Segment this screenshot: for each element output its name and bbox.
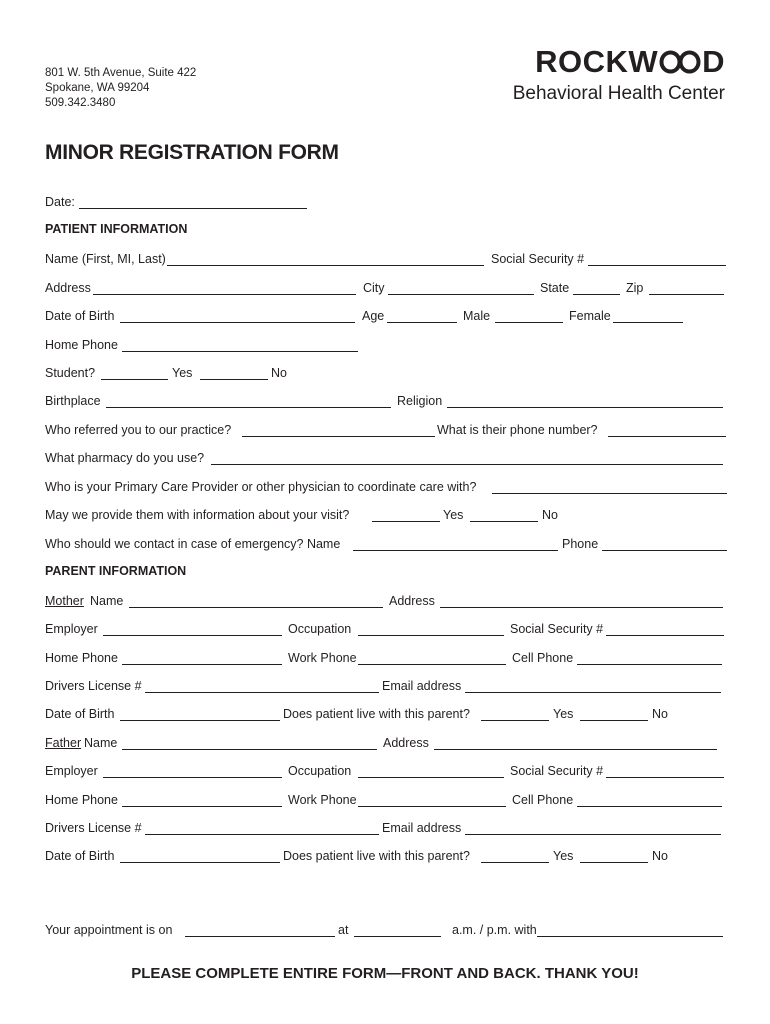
father-label: Father xyxy=(45,736,82,750)
father-occupation-label: Occupation xyxy=(288,764,352,778)
rockwood-logo xyxy=(495,44,725,106)
date-field[interactable] xyxy=(79,208,307,209)
father-work-phone-label: Work Phone xyxy=(288,793,357,807)
father-address-field[interactable] xyxy=(434,749,717,750)
mother-email-label: Email address xyxy=(382,679,462,693)
mother-work-phone-field[interactable] xyxy=(358,664,506,665)
patient-address-label: Address xyxy=(45,281,91,295)
father-name-field[interactable] xyxy=(122,749,377,750)
logo-word-right: D xyxy=(702,44,725,79)
student-row xyxy=(45,364,727,382)
mother-phones-row xyxy=(45,649,727,667)
appointment-label: Your appointment is on xyxy=(45,923,173,937)
mother-home-phone-label: Home Phone xyxy=(45,651,118,665)
patient-zip-field[interactable] xyxy=(649,294,724,295)
pharmacy-field[interactable] xyxy=(211,464,723,465)
mother-email-field[interactable] xyxy=(465,692,721,693)
patient-city-label: City xyxy=(363,281,385,295)
father-email-field[interactable] xyxy=(465,834,721,835)
mother-employer-label: Employer xyxy=(45,622,98,636)
patient-age-field[interactable] xyxy=(387,322,457,323)
provide-info-no-field[interactable] xyxy=(470,521,538,522)
mother-dob-field[interactable] xyxy=(120,720,280,721)
logo-word-left: ROCKW xyxy=(535,44,659,79)
birthplace-label: Birthplace xyxy=(45,394,101,408)
pcp-field[interactable] xyxy=(492,493,727,494)
father-live-yes-field[interactable] xyxy=(481,862,549,863)
student-yes-field[interactable] xyxy=(101,379,168,380)
mother-cell-phone-field[interactable] xyxy=(577,664,722,665)
appointment-time-field[interactable] xyxy=(354,936,441,937)
footer-instruction: PLEASE COMPLETE ENTIRE FORM—FRONT AND BACK. THANK YOU! xyxy=(131,965,639,982)
pharmacy-label: What pharmacy do you use? xyxy=(45,451,205,465)
birthplace-row xyxy=(45,392,727,410)
patient-male-field[interactable] xyxy=(495,322,563,323)
mother-name-row xyxy=(45,592,727,610)
student-no-label: No xyxy=(271,366,287,380)
patient-home-phone-label: Home Phone xyxy=(45,338,118,352)
provide-info-label: May we provide them with information about your visit? xyxy=(45,508,350,522)
religion-field[interactable] xyxy=(447,407,723,408)
patient-ssn-label: Social Security # xyxy=(491,252,585,266)
father-email-label: Email address xyxy=(382,821,462,835)
date-label: Date: xyxy=(45,195,75,209)
mother-address-field[interactable] xyxy=(440,607,723,608)
birthplace-field[interactable] xyxy=(106,407,391,408)
appointment-row xyxy=(45,921,727,939)
father-name-label: Name xyxy=(84,736,118,750)
form-title: MINOR REGISTRATION FORM xyxy=(45,141,339,164)
mother-dob-row xyxy=(45,705,727,723)
patient-name-field[interactable] xyxy=(167,265,484,266)
patient-dob-label: Date of Birth xyxy=(45,309,115,323)
mother-license-row xyxy=(45,677,727,695)
mother-occupation-label: Occupation xyxy=(288,622,352,636)
date-row xyxy=(45,193,727,211)
pcp-row xyxy=(45,478,727,496)
student-yes-label: Yes xyxy=(172,366,193,380)
father-dob-field[interactable] xyxy=(120,862,280,863)
referrer-phone-field[interactable] xyxy=(608,436,726,437)
father-ssn-field[interactable] xyxy=(606,777,724,778)
patient-address-field[interactable] xyxy=(93,294,356,295)
father-phones-row xyxy=(45,791,727,809)
father-home-phone-field[interactable] xyxy=(122,806,282,807)
patient-name-label: Name (First, MI, Last) xyxy=(45,252,166,266)
father-employer-label: Employer xyxy=(45,764,98,778)
father-live-no-label: No xyxy=(652,849,668,863)
clinic-phone: 509.342.3480 xyxy=(45,97,116,109)
mother-name-label: Name xyxy=(90,594,124,608)
appointment-ampm-label: a.m. / p.m. with xyxy=(452,923,537,937)
logo-wordmark xyxy=(535,44,725,80)
provide-info-yes-field[interactable] xyxy=(372,521,440,522)
patient-state-field[interactable] xyxy=(573,294,620,295)
logo-subtitle: Behavioral Health Center xyxy=(512,83,725,104)
patient-male-label: Male xyxy=(463,309,491,323)
referred-label: Who referred you to our practice? xyxy=(45,423,232,437)
mother-live-no-field[interactable] xyxy=(580,720,648,721)
patient-home-phone-field[interactable] xyxy=(122,351,358,352)
religion-label: Religion xyxy=(397,394,443,408)
patient-address-row xyxy=(45,279,727,297)
referrer-phone-label: What is their phone number? xyxy=(437,423,598,437)
father-live-yes-label: Yes xyxy=(553,849,574,863)
mother-employer-row xyxy=(45,620,727,638)
mother-name-field[interactable] xyxy=(129,607,383,608)
patient-home-phone-row xyxy=(45,336,727,354)
provide-info-no-label: No xyxy=(542,508,558,522)
mother-live-yes-label: Yes xyxy=(553,707,574,721)
referral-row xyxy=(45,421,727,439)
address-line-2: Spokane, WA 99204 xyxy=(45,82,150,94)
referred-field[interactable] xyxy=(242,436,435,437)
mother-occupation-field[interactable] xyxy=(358,635,504,636)
parent-info-heading: PARENT INFORMATION xyxy=(45,564,187,578)
emergency-label: Who should we contact in case of emergency? Name xyxy=(45,537,341,551)
provide-info-row xyxy=(45,506,727,524)
patient-state-label: State xyxy=(540,281,570,295)
mother-live-yes-field[interactable] xyxy=(481,720,549,721)
father-employer-field[interactable] xyxy=(103,777,282,778)
appointment-provider-field[interactable] xyxy=(537,936,723,937)
mother-cell-phone-label: Cell Phone xyxy=(512,651,574,665)
patient-female-field[interactable] xyxy=(613,322,683,323)
mother-ssn-field[interactable] xyxy=(606,635,724,636)
emergency-phone-label: Phone xyxy=(562,537,599,551)
emergency-row xyxy=(45,535,727,553)
emergency-phone-field[interactable] xyxy=(602,550,727,551)
mother-home-phone-field[interactable] xyxy=(122,664,282,665)
provide-info-yes-label: Yes xyxy=(443,508,464,522)
patient-age-label: Age xyxy=(362,309,385,323)
father-ssn-label: Social Security # xyxy=(510,764,604,778)
father-address-label: Address xyxy=(383,736,429,750)
student-no-field[interactable] xyxy=(200,379,268,380)
father-employer-row xyxy=(45,762,727,780)
mother-ssn-label: Social Security # xyxy=(510,622,604,636)
appointment-date-field[interactable] xyxy=(185,936,335,937)
address-line-1: 801 W. 5th Avenue, Suite 422 xyxy=(45,67,197,79)
mother-employer-field[interactable] xyxy=(103,635,282,636)
father-home-phone-label: Home Phone xyxy=(45,793,118,807)
father-cell-phone-label: Cell Phone xyxy=(512,793,574,807)
father-license-row xyxy=(45,819,727,837)
father-occupation-field[interactable] xyxy=(358,777,504,778)
patient-ssn-field[interactable] xyxy=(588,265,726,266)
mother-address-label: Address xyxy=(389,594,435,608)
appointment-at-label: at xyxy=(338,923,349,937)
student-label: Student? xyxy=(45,366,96,380)
father-live-with-label: Does patient live with this parent? xyxy=(283,849,470,863)
father-name-row xyxy=(45,734,727,752)
infinity-icon xyxy=(659,49,701,75)
father-work-phone-field[interactable] xyxy=(358,806,506,807)
mother-live-with-label: Does patient live with this parent? xyxy=(283,707,470,721)
patient-dob-field[interactable] xyxy=(120,322,355,323)
emergency-name-field[interactable] xyxy=(353,550,558,551)
mother-license-label: Drivers License # xyxy=(45,679,142,693)
patient-zip-label: Zip xyxy=(626,281,644,295)
father-dob-label: Date of Birth xyxy=(45,849,115,863)
mother-label: Mother xyxy=(45,594,84,608)
father-cell-phone-field[interactable] xyxy=(577,806,722,807)
pcp-label: Who is your Primary Care Provider or other physician to coordinate care with? xyxy=(45,480,477,494)
mother-license-field[interactable] xyxy=(145,692,379,693)
patient-city-field[interactable] xyxy=(388,294,534,295)
patient-info-heading: PATIENT INFORMATION xyxy=(45,222,188,236)
father-live-no-field[interactable] xyxy=(580,862,648,863)
mother-live-no-label: No xyxy=(652,707,668,721)
father-dob-row xyxy=(45,847,727,865)
patient-female-label: Female xyxy=(569,309,611,323)
mother-work-phone-label: Work Phone xyxy=(288,651,357,665)
patient-dob-row xyxy=(45,307,727,325)
father-license-label: Drivers License # xyxy=(45,821,142,835)
clinic-address xyxy=(45,66,196,111)
father-license-field[interactable] xyxy=(145,834,379,835)
patient-name-row xyxy=(45,250,727,268)
mother-dob-label: Date of Birth xyxy=(45,707,115,721)
pharmacy-row xyxy=(45,449,727,467)
